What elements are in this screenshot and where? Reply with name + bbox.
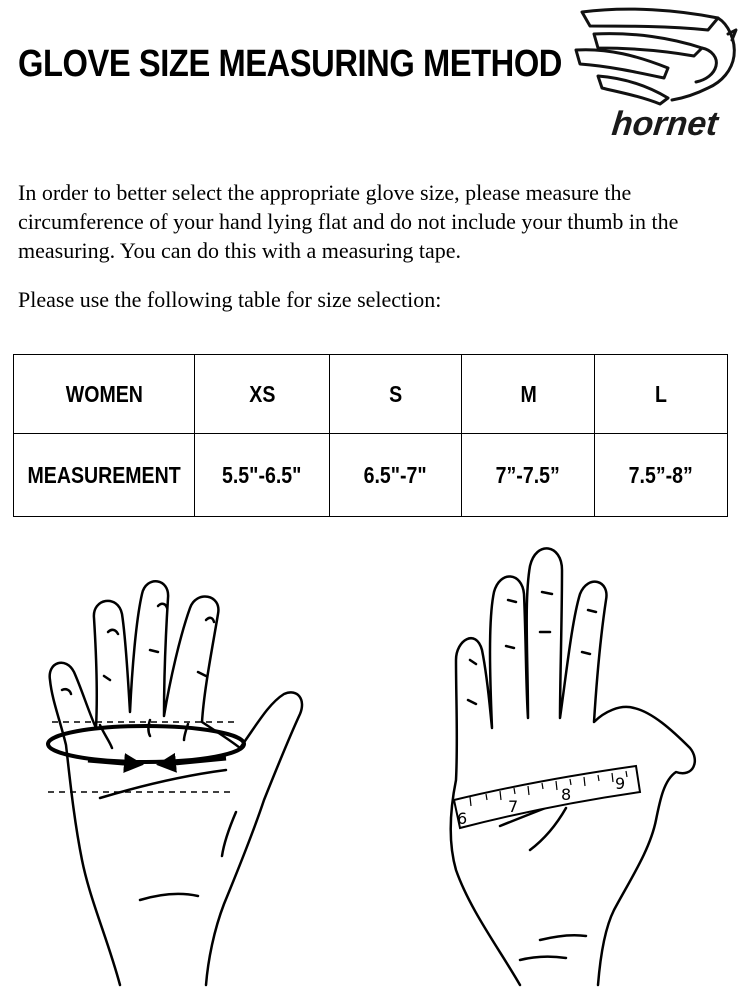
women-label: WOMEN <box>65 380 143 407</box>
table-header-cell <box>195 355 329 434</box>
measurement-l: 7.5”-8” <box>628 461 694 488</box>
measurement-s: 6.5"-7" <box>363 461 427 488</box>
hornet-logo <box>568 4 743 154</box>
instruction-paragraph: Please use the following table for size selection: <box>18 287 442 312</box>
logo-wordmark: hornet <box>610 105 720 143</box>
size-l: L <box>655 380 668 407</box>
right-hand-icon <box>451 548 695 985</box>
measurement-m: 7”-7.5” <box>496 461 561 488</box>
tape-mark-7: 7 <box>508 797 519 816</box>
intro-paragraph: In order to better select the appropriate glove size, please measure the circumference of your hand lying flat and do not include your thumb in the measuring. You can do this with a measuring tape. <box>18 180 679 263</box>
table-header-cell <box>462 355 595 434</box>
hand-measuring-illustration <box>0 540 752 990</box>
left-hand-icon <box>50 581 302 985</box>
measurement-xs: 5.5"-6.5" <box>222 461 302 488</box>
measurement-label: MEASUREMENT <box>27 461 181 488</box>
table-header-cell <box>14 355 195 434</box>
tape-mark-6: 6 <box>457 809 468 828</box>
size-xs: XS <box>248 380 275 407</box>
table-header-cell <box>595 355 728 434</box>
hornet-bird-icon <box>568 4 743 109</box>
table-row <box>14 355 728 434</box>
table-row <box>14 434 728 517</box>
page-title: GLOVE SIZE MEASURING METHOD <box>18 43 562 85</box>
measuring-tape <box>454 766 640 828</box>
tape-mark-9: 9 <box>615 774 626 793</box>
measure-arrows <box>48 726 244 764</box>
size-s: S <box>388 380 402 407</box>
table-cell <box>14 434 195 517</box>
table-cell <box>195 434 329 517</box>
tape-mark-8: 8 <box>561 785 572 804</box>
table-cell <box>595 434 728 517</box>
size-m: M <box>520 380 537 407</box>
size-table <box>13 354 728 517</box>
table-header-cell <box>329 355 462 434</box>
table-cell <box>329 434 462 517</box>
table-cell <box>462 434 595 517</box>
